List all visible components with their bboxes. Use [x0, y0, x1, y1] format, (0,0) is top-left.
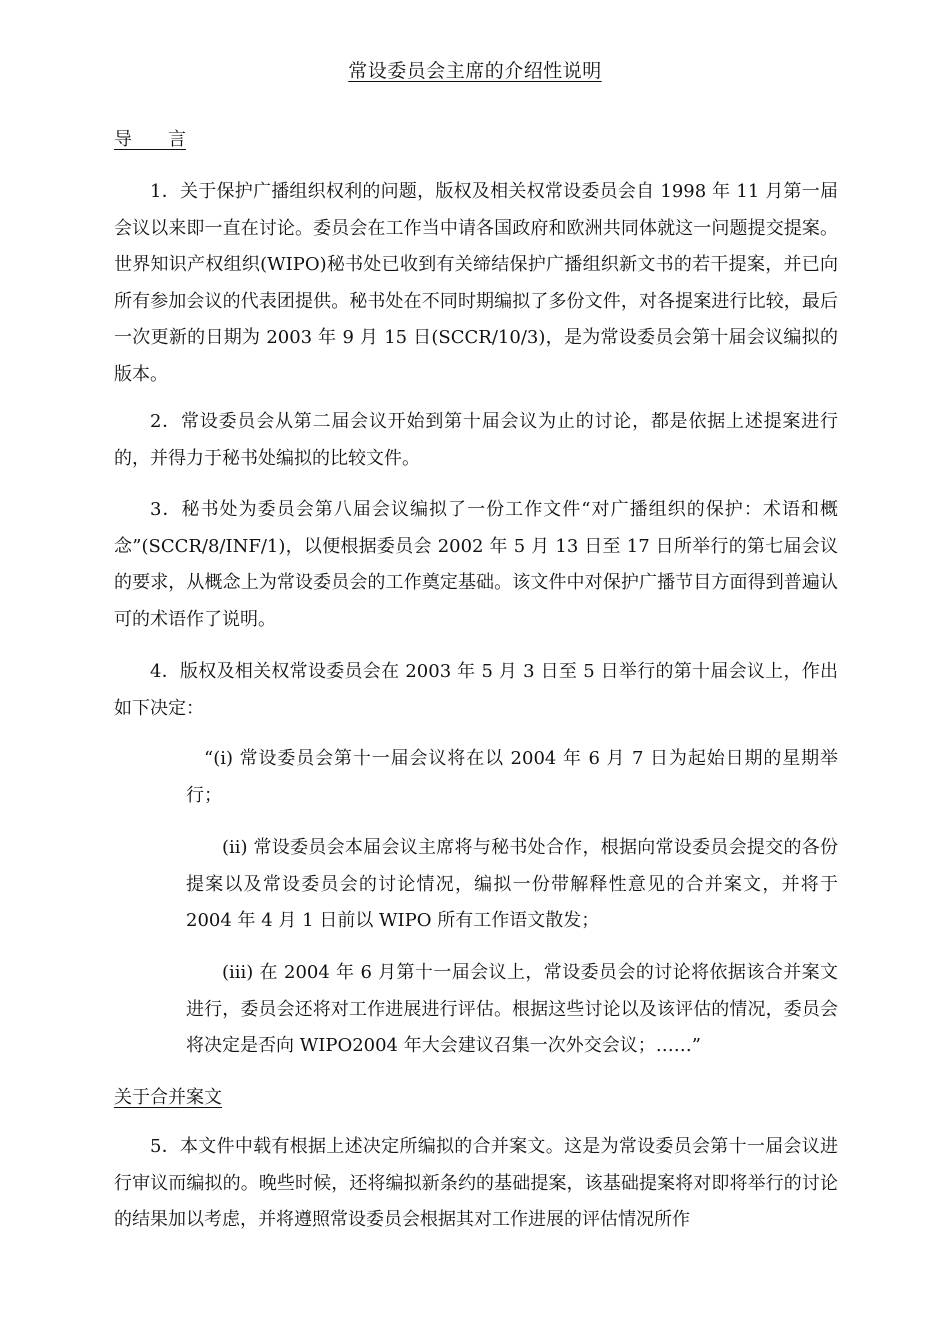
document-title	[0, 56, 950, 83]
paragraph-3: 3．秘书处为委员会第八届会议编拟了一份工作文件“对广播组织的保护：术语和概念”(SCCR/8/INF/1)，以便根据委员会 2002 年 5 月 13 日至 17 日所举行的第七届会议的要求，从概念上为常设委员会的工作奠定基础。该文件中对保护广播节目方面得到普遍认可的术语作了说明。	[114, 499, 838, 630]
section-heading-introduction: 导 言	[114, 129, 186, 150]
paragraph-1: 1．关于保护广播组织权利的问题，版权及相关权常设委员会自 1998 年 11 月第一届会议以来即一直在讨论。委员会在工作当中请各国政府和欧洲共同体就这一问题提交提案。世界知识产权组织(WIPO)秘书处已收到有关缔结保护广播组织新文书的若干提案，并已向所有参加会议的代表团提供。秘书处在不同时期编拟了多份文件，对各提案进行比较，最后一次更新的日期为 2003 年 9 月 15 日(SCCR/10/3)，是为常设委员会第十届会议编拟的版本。	[114, 181, 838, 385]
section-heading-consolidated-text: 关于合并案文	[114, 1087, 222, 1108]
paragraph-4: 4．版权及相关权常设委员会在 2003 年 5 月 3 日至 5 日举行的第十届会议上，作出如下决定：	[114, 661, 838, 719]
paragraph-2: 2．常设委员会从第二届会议开始到第十届会议为止的讨论，都是依据上述提案进行的，并得力于秘书处编拟的比较文件。	[114, 411, 838, 469]
quoted-decision-i: “(i) 常设委员会第十一届会议将在以 2004 年 6 月 7 日为起始日期的星期举行；	[186, 748, 838, 806]
paragraph-5: 5．本文件中载有根据上述决定所编拟的合并案文。这是为常设委员会第十一届会议进行审议而编拟的。晚些时候，还将编拟新条约的基础提案，该基础提案将对即将举行的讨论的结果加以考虑，并将遵照常设委员会根据其对工作进展的评估情况所作	[114, 1136, 838, 1230]
document-title-text: 常设委员会主席的介绍性说明	[348, 60, 602, 82]
quoted-decision-iii: (iii) 在 2004 年 6 月第十一届会议上，常设委员会的讨论将依据该合并案文进行，委员会还将对工作进展进行评估。根据这些讨论以及该评估的情况，委员会将决定是否向 WIPO2004 年大会建议召集一次外交会议；……”	[186, 962, 838, 1056]
quoted-decision-ii: (ii) 常设委员会本届会议主席将与秘书处合作，根据向常设委员会提交的各份提案以及常设委员会的讨论情况，编拟一份带解释性意见的合并案文，并将于 2004 年 4 月 1 日前以 WIPO 所有工作语文散发；	[186, 837, 838, 931]
